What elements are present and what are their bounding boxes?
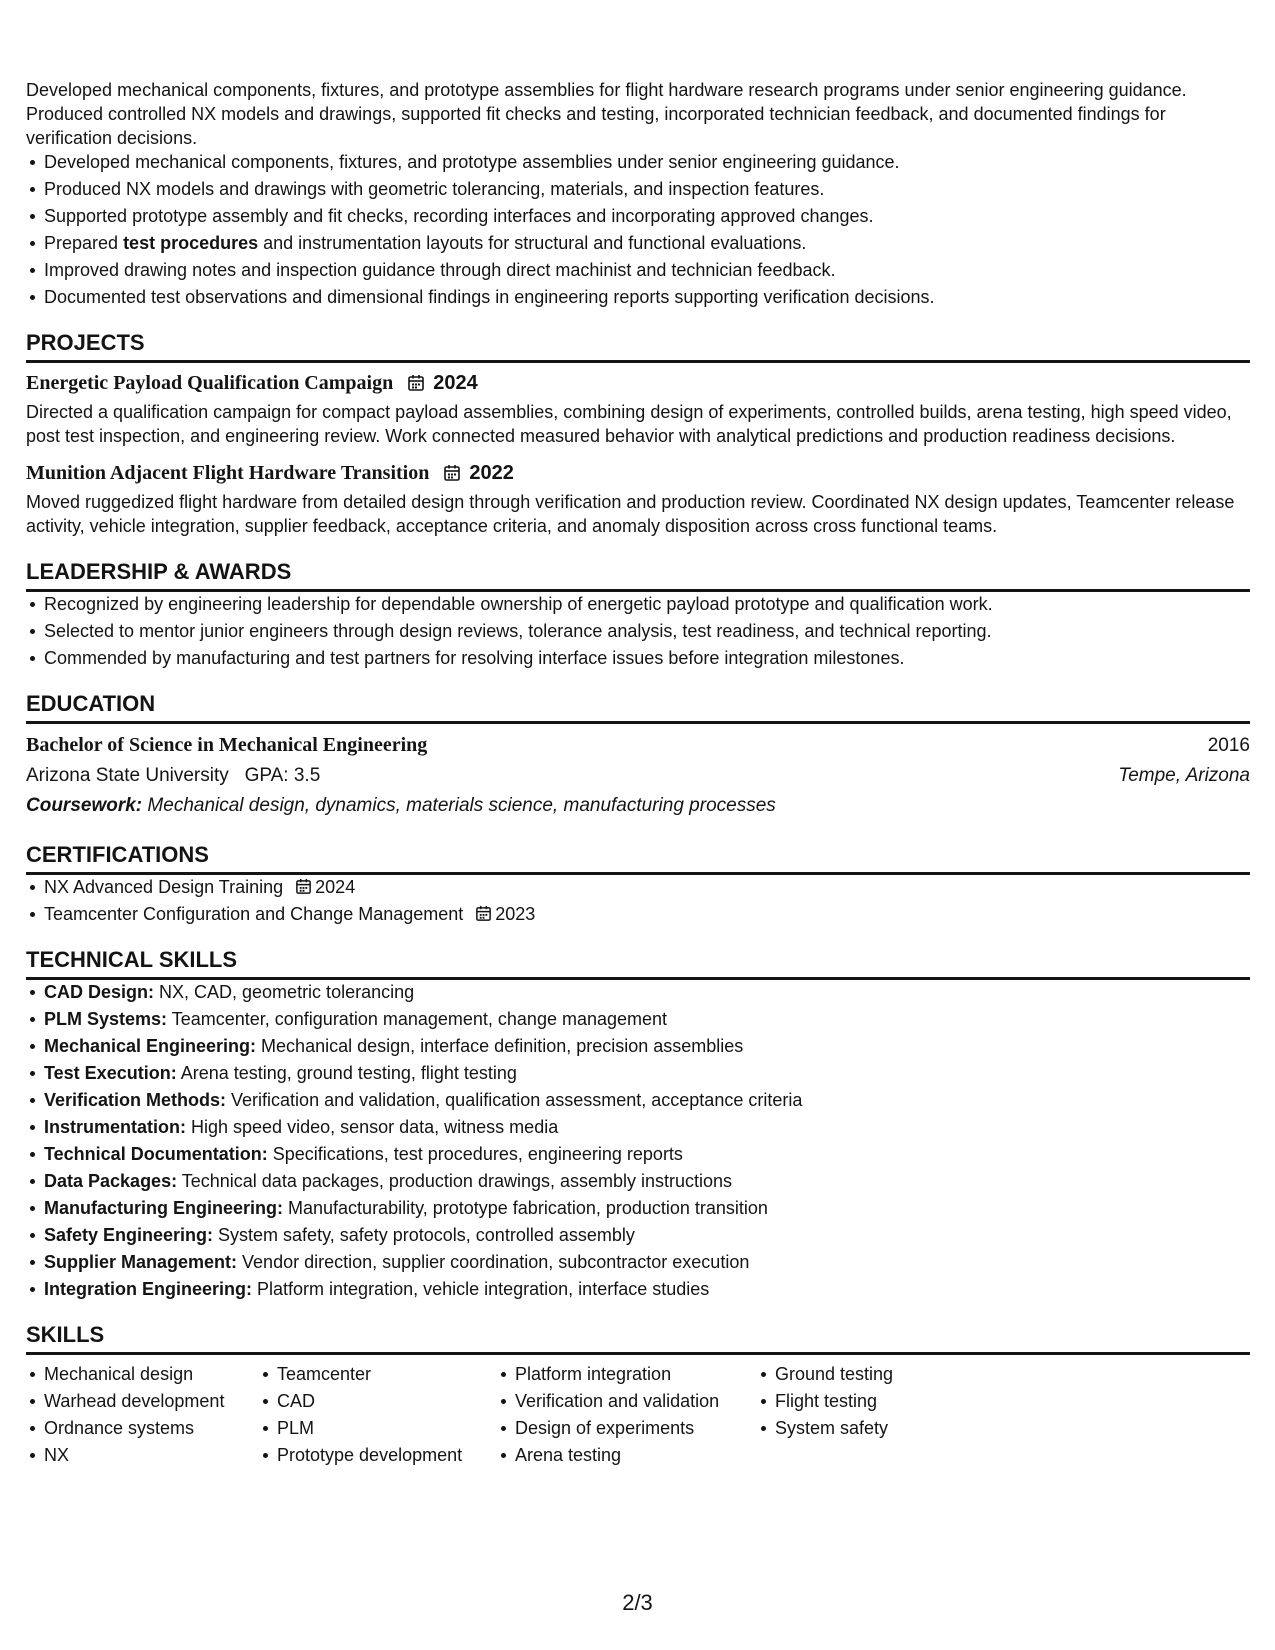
skill-label: Data Packages: (44, 1171, 178, 1191)
project-entry (26, 460, 1250, 538)
project-title: Munition Adjacent Flight Hardware Transition (26, 462, 430, 484)
skill-value: Vendor direction, supplier coordination, subcontractor execution (237, 1252, 750, 1272)
bullet-bold-text: test procedures (123, 233, 259, 253)
projects-section (26, 329, 1250, 538)
list-item (44, 1061, 1250, 1085)
list-item (44, 875, 1250, 899)
project-description: Moved ruggedized flight hardware from detailed design through verification and production review. Coordinated NX design updates, Teamcenter release activity, vehicle integration, supplier feedback, acceptance criteria, and anomaly disposition across cross functional teams. (26, 492, 1235, 536)
list-item: Mechanical design (44, 1362, 259, 1386)
skill-value: Verification and validation, qualification assessment, acceptance criteria (226, 1090, 803, 1110)
coursework-line (26, 791, 1250, 821)
list-item: PLM (277, 1416, 497, 1440)
list-item (44, 1142, 1250, 1166)
skill-value: Specifications, test procedures, engineering reports (267, 1144, 683, 1164)
skill-label: CAD Design: (44, 982, 155, 1002)
skills-column (26, 1362, 259, 1470)
list-item: Developed mechanical components, fixtures, and prototype assemblies under senior engineering guidance. (44, 150, 1250, 174)
skill-value: Platform integration, vehicle integration, interface studies (252, 1279, 710, 1299)
list-item (44, 1169, 1250, 1193)
bullet-text: Prepared (44, 233, 124, 253)
list-item: Supported prototype assembly and fit checks, recording interfaces and incorporating approved changes. (44, 204, 1250, 228)
section-heading: EDUCATION (26, 690, 1250, 724)
skill-label: Test Execution: (44, 1063, 177, 1083)
section-heading: PROJECTS (26, 329, 1250, 363)
project-description: Directed a qualification campaign for compact payload assemblies, combining design of experiments, controlled builds, arena testing, high speed video, post test inspection, and engineering review. Work connected measured behavior with analytical predictions and production readiness decisions. (26, 402, 1232, 446)
degree-title: Bachelor of Science in Mechanical Engineering (26, 734, 428, 756)
skill-label: Safety Engineering: (44, 1225, 214, 1245)
education-section (26, 690, 1250, 821)
calendar-icon (295, 878, 312, 895)
skill-label: PLM Systems: (44, 1009, 168, 1029)
project-title-row (26, 460, 1250, 486)
skill-label: Verification Methods: (44, 1090, 227, 1110)
project-title: Energetic Payload Qualification Campaign (26, 372, 394, 394)
certification-name: Teamcenter Configuration and Change Management (44, 904, 464, 924)
list-item: Flight testing (775, 1389, 995, 1413)
list-item: Ground testing (775, 1362, 995, 1386)
resume-page (26, 78, 1250, 1470)
section-heading: TECHNICAL SKILLS (26, 946, 1250, 980)
skill-value: Teamcenter, configuration management, change management (167, 1009, 668, 1029)
list-item: Recognized by engineering leadership for dependable ownership of energetic payload prototype and qualification work. (44, 592, 1250, 616)
list-item: Verification and validation (515, 1389, 757, 1413)
skill-label: Mechanical Engineering: (44, 1036, 257, 1056)
skill-label: Manufacturing Engineering: (44, 1198, 284, 1218)
skill-value: Manufacturability, prototype fabrication, production transition (283, 1198, 768, 1218)
skill-value: System safety, safety protocols, controlled assembly (213, 1225, 635, 1245)
certification-year: 2023 (495, 904, 536, 924)
section-heading: SKILLS (26, 1321, 1250, 1355)
list-item: System safety (775, 1416, 995, 1440)
skills-grid (26, 1362, 1250, 1470)
project-year: 2022 (469, 462, 514, 484)
list-item: Ordnance systems (44, 1416, 259, 1440)
calendar-icon (443, 464, 461, 482)
list-item (44, 1007, 1250, 1031)
list-item (44, 1088, 1250, 1112)
coursework-label: Coursework: (26, 795, 143, 816)
list-item (44, 1034, 1250, 1058)
project-title-row (26, 370, 1250, 396)
skill-value: Arena testing, ground testing, flight testing (176, 1063, 517, 1083)
skill-label: Integration Engineering: (44, 1279, 253, 1299)
skill-label: Technical Documentation: (44, 1144, 268, 1164)
project-entry (26, 370, 1250, 448)
experience-bullets (26, 150, 1250, 309)
experience-summary: Developed mechanical components, fixtures, and prototype assemblies for flight hardware research programs under senior engineering guidance. Produced controlled NX models and drawings, supported fit checks and testing, incorporated technician feedback, and documented findings for verification decisions. (26, 80, 1187, 148)
coursework-text: Mechanical design, dynamics, materials science, manufacturing processes (147, 795, 776, 816)
skills-column (757, 1362, 995, 1470)
graduation-year: 2016 (1207, 735, 1250, 756)
skill-value: Technical data packages, production drawings, assembly instructions (177, 1171, 733, 1191)
list-item (44, 1115, 1250, 1139)
list-item (44, 980, 1250, 1004)
list-item: Platform integration (515, 1362, 757, 1386)
skill-label: Supplier Management: (44, 1252, 238, 1272)
list-item: NX (44, 1443, 259, 1467)
page-number: 2/3 (622, 1590, 653, 1615)
certifications-section (26, 841, 1250, 926)
list-item (44, 1277, 1250, 1301)
list-item (44, 1250, 1250, 1274)
skills-column (259, 1362, 497, 1470)
list-item (44, 1196, 1250, 1220)
skill-value: NX, CAD, geometric tolerancing (154, 982, 415, 1002)
list-item: Selected to mentor junior engineers through design reviews, tolerance analysis, test readiness, and technical reporting. (44, 619, 1250, 643)
section-heading: CERTIFICATIONS (26, 841, 1250, 875)
calendar-icon (475, 905, 492, 922)
gpa: GPA: 3.5 (244, 765, 321, 786)
skill-value: High speed video, sensor data, witness media (186, 1117, 559, 1137)
school-line (26, 761, 320, 791)
leadership-section (26, 558, 1250, 670)
technical-skills-list (26, 980, 1250, 1301)
list-item: Design of experiments (515, 1416, 757, 1440)
section-heading: LEADERSHIP & AWARDS (26, 558, 1250, 592)
list-item: CAD (277, 1389, 497, 1413)
list-item: Prototype development (277, 1443, 497, 1467)
skill-value: Mechanical design, interface definition, precision assemblies (256, 1036, 744, 1056)
project-year: 2024 (433, 372, 478, 394)
leadership-list (26, 592, 1250, 670)
list-item (44, 902, 1250, 926)
school-name: Arizona State University (26, 765, 229, 786)
calendar-icon (407, 374, 425, 392)
school-location: Tempe, Arizona (1118, 765, 1250, 786)
list-item (44, 231, 1250, 255)
skill-label: Instrumentation: (44, 1117, 186, 1137)
list-item: Arena testing (515, 1443, 757, 1467)
list-item: Improved drawing notes and inspection guidance through direct machinist and technician feedback. (44, 258, 1250, 282)
list-item: Teamcenter (277, 1362, 497, 1386)
certification-year: 2024 (315, 877, 356, 897)
list-item: Produced NX models and drawings with geometric tolerancing, materials, and inspection features. (44, 177, 1250, 201)
list-item: Documented test observations and dimensional findings in engineering reports supporting verification decisions. (44, 285, 1250, 309)
list-item (44, 1223, 1250, 1247)
skills-section (26, 1321, 1250, 1470)
certification-name: NX Advanced Design Training (44, 877, 284, 897)
certifications-list (26, 875, 1250, 926)
skills-column (497, 1362, 757, 1470)
bullet-text: and instrumentation layouts for structural and functional evaluations. (258, 233, 807, 253)
technical-skills-section (26, 946, 1250, 1301)
list-item: Commended by manufacturing and test partners for resolving interface issues before integration milestones. (44, 646, 1250, 670)
list-item: Warhead development (44, 1389, 259, 1413)
